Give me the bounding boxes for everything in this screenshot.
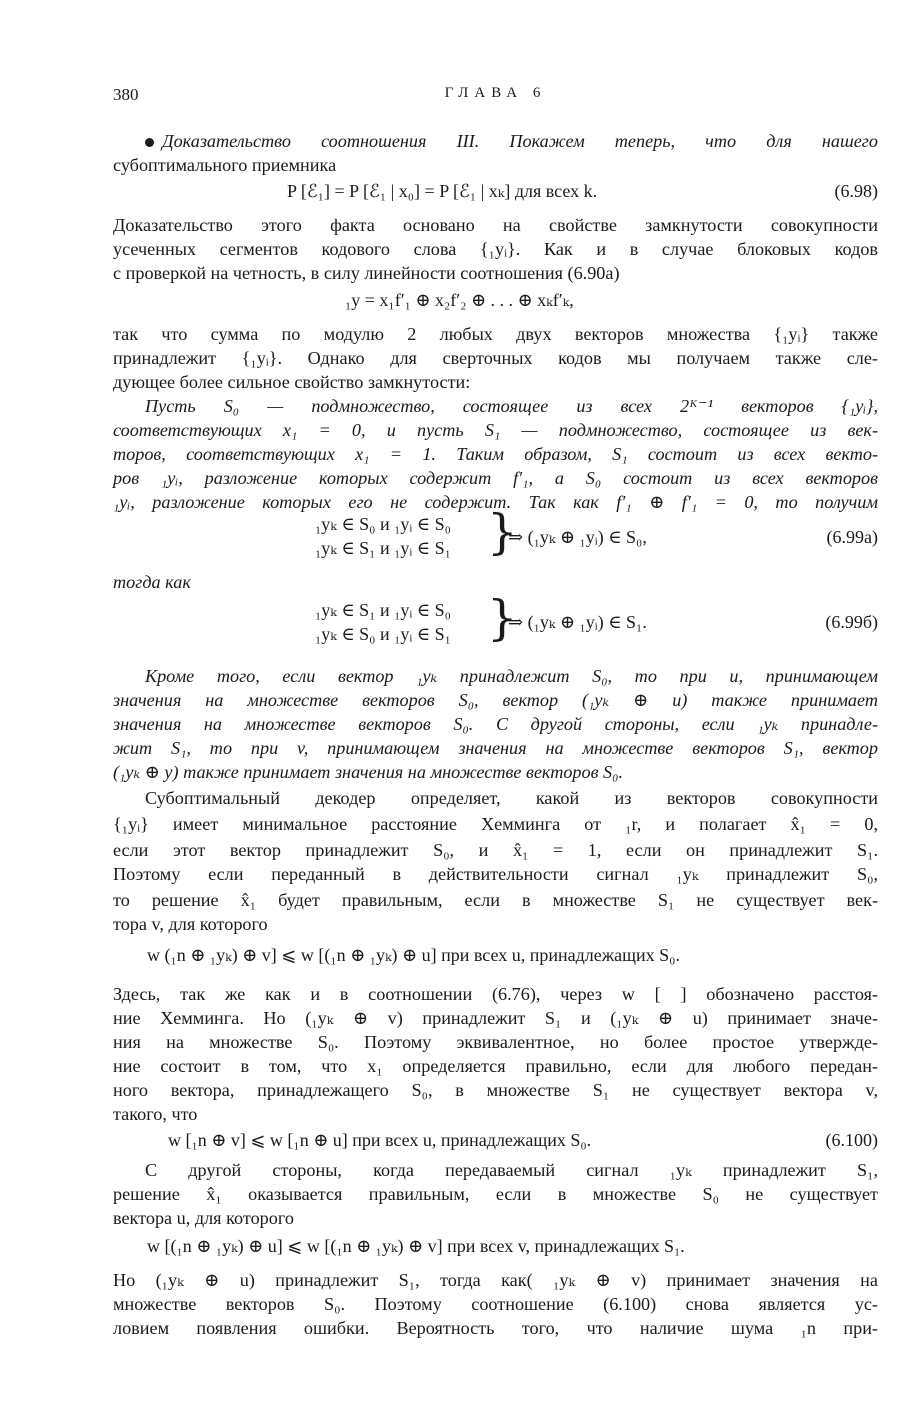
- text-line: соответствующих x₁ = 0, и пусть S₁ — подмножество, состоящее из век-: [113, 420, 878, 440]
- text-line: тогда как: [113, 572, 191, 592]
- text-line: ловием появления ошибки. Вероятность того, что наличие шума ₁n при-: [113, 1318, 878, 1338]
- text-line: ние состоит в том, что x₁ определяется правильно, если для любого передан-: [113, 1056, 878, 1076]
- text-line: ние Хемминга. Но (₁yₖ ⊕ v) принадлежит S₁ и (₁yₖ ⊕ u) принимает значе-: [113, 1008, 878, 1028]
- right-brace-icon: }: [487, 504, 518, 560]
- text-line: если этот вектор принадлежит S₀, и x̂₁ = 1, если он принадлежит S₁.: [113, 840, 878, 860]
- text-line: Поэтому если переданный в действительности сигнал ₁yₖ принадлежит S₀,: [113, 864, 878, 884]
- system-1-row-1: ₁yₖ ∈ S₀ и ₁yᵢ ∈ S₀: [315, 514, 451, 534]
- text-line: принадлежит {₁yᵢ}. Однако для сверточных кодов мы получаем также сле-: [113, 348, 878, 368]
- system-2-row-2: ₁yₖ ∈ S₀ и ₁yᵢ ∈ S₁: [315, 624, 451, 644]
- text-line: ров ₁yᵢ, разложение которых содержит f′₁, а S₀ состоит из всех векторов: [113, 468, 878, 488]
- text-line: тора v, для которого: [113, 914, 268, 934]
- running-head: ГЛАВА 6: [444, 85, 547, 101]
- equation-number: (6.99а): [826, 527, 878, 547]
- text-line: вектора u, для которого: [113, 1208, 294, 1228]
- equation-number: (6.99б): [825, 612, 878, 632]
- page-header: [113, 85, 878, 109]
- text-line: решение x̂₁ оказывается правильным, если в множестве S₀ не существует: [113, 1184, 878, 1204]
- text-line: усеченных сегментов кодового слова {₁yᵢ}. Как и в случае блоковых кодов: [113, 239, 878, 259]
- text-line: Пусть S₀ — подмножество, состоящее из всех 2ᴷ⁻¹ векторов {₁yᵢ},: [145, 396, 878, 416]
- system-1-row-2: ₁yₖ ∈ S₁ и ₁yᵢ ∈ S₁: [315, 538, 451, 558]
- text-line: множестве векторов S₀. Поэтому соотношение (6.100) снова является ус-: [113, 1294, 878, 1314]
- text-line: С другой стороны, когда передаваемый сигнал ₁yₖ принадлежит S₁,: [145, 1160, 878, 1180]
- equation-codeword: ₁y = x₁f′₁ ⊕ x₂f′₂ ⊕ . . . ⊕ xₖf′ₖ,: [345, 290, 574, 310]
- equation-inequality-2: w [(₁n ⊕ ₁yₖ) ⊕ u] ⩽ w [(₁n ⊕ ₁yₖ) ⊕ v] при всех v, принадлежащих S₁.: [147, 1236, 685, 1256]
- text-line: Но (₁yₖ ⊕ u) принадлежит S₁, тогда как( ₁yₖ ⊕ v) принимает значения на: [113, 1270, 878, 1290]
- text-line: ₁yᵢ, разложение которых его не содержит. Так как f′₁ ⊕ f′₁ = 0, то получим: [113, 492, 878, 512]
- text-line: ного вектора, принадлежащего S₀, в множестве S₁ не существует вектора v,: [113, 1080, 878, 1100]
- text-line: жит S₁, то при v, принимающем значения на множестве векторов S₁, вектор: [113, 738, 878, 758]
- text-line: Субоптимальный декодер определяет, какой из векторов совокупности: [145, 788, 878, 808]
- text-line: значения на множестве векторов S₀, вектор (₁yₖ ⊕ u) также принимает: [113, 690, 878, 710]
- text-line: такого, что: [113, 1104, 198, 1124]
- text-line: субоптимального приемника: [113, 155, 337, 175]
- text-line: Кроме того, если вектор ₁yₖ принадлежит S₀, то при u, принимающем: [145, 666, 878, 686]
- text-line: Здесь, так же как и в соотношении (6.76), через w [ ] обозначено расстоя-: [113, 984, 878, 1004]
- text-line: ния на множестве S₀. Поэтому эквивалентное, но более простое утвержде-: [113, 1032, 878, 1052]
- text-line: с проверкой на четность, в силу линейности соотношения (6.90а): [113, 263, 620, 283]
- text-line: {₁yᵢ} имеет минимальное расстояние Хемминга от ₁r, и полагает x̂₁ = 0,: [113, 814, 878, 834]
- bullet-icon: [145, 138, 154, 147]
- equation-number: (6.98): [834, 181, 878, 201]
- text-line: то решение x̂₁ будет правильным, если в множестве S₁ не существует век-: [113, 890, 878, 910]
- text-line: торов, соответствующих x₁ = 1. Таким образом, S₁ состоит из всех векто-: [113, 444, 878, 464]
- text-line: значения на множестве векторов S₀. С другой стороны, если ₁yₖ принадле-: [113, 714, 878, 734]
- equation-6-98: P [ℰ₁] = P [ℰ₁ | x₀] = P [ℰ₁ | xₖ] для всех k.: [287, 181, 598, 201]
- right-brace-icon: }: [487, 590, 518, 646]
- text-line: Доказательство соотношения III. Покажем теперь, что для нашего: [162, 131, 878, 151]
- system-2-result: ⇒ (₁yₖ ⊕ ₁yᵢ) ∈ S₁.: [508, 612, 647, 632]
- text-line: (₁yₖ ⊕ y) также принимает значения на множестве векторов S₀.: [113, 762, 624, 782]
- text-line: Доказательство этого факта основано на свойстве замкнутости совокупности: [113, 215, 878, 235]
- system-1-result: ⇒ (₁yₖ ⊕ ₁yᵢ) ∈ S₀,: [508, 527, 647, 547]
- text-line: так что сумма по модулю 2 любых двух векторов множества {₁yᵢ} также: [113, 324, 878, 344]
- system-2-row-1: ₁yₖ ∈ S₁ и ₁yᵢ ∈ S₀: [315, 600, 451, 620]
- equation-inequality-1: w (₁n ⊕ ₁yₖ) ⊕ v] ⩽ w [(₁n ⊕ ₁yₖ) ⊕ u] при всех u, принадлежащих S₀.: [147, 945, 680, 965]
- equation-6-100: w [₁n ⊕ v] ⩽ w [₁n ⊕ u] при всех u, принадлежащих S₀.: [168, 1130, 592, 1150]
- page-number: 380: [113, 85, 139, 104]
- equation-number: (6.100): [825, 1130, 878, 1150]
- text-line: дующее более сильное свойство замкнутости:: [113, 372, 471, 392]
- proof-heading-line: [145, 129, 878, 153]
